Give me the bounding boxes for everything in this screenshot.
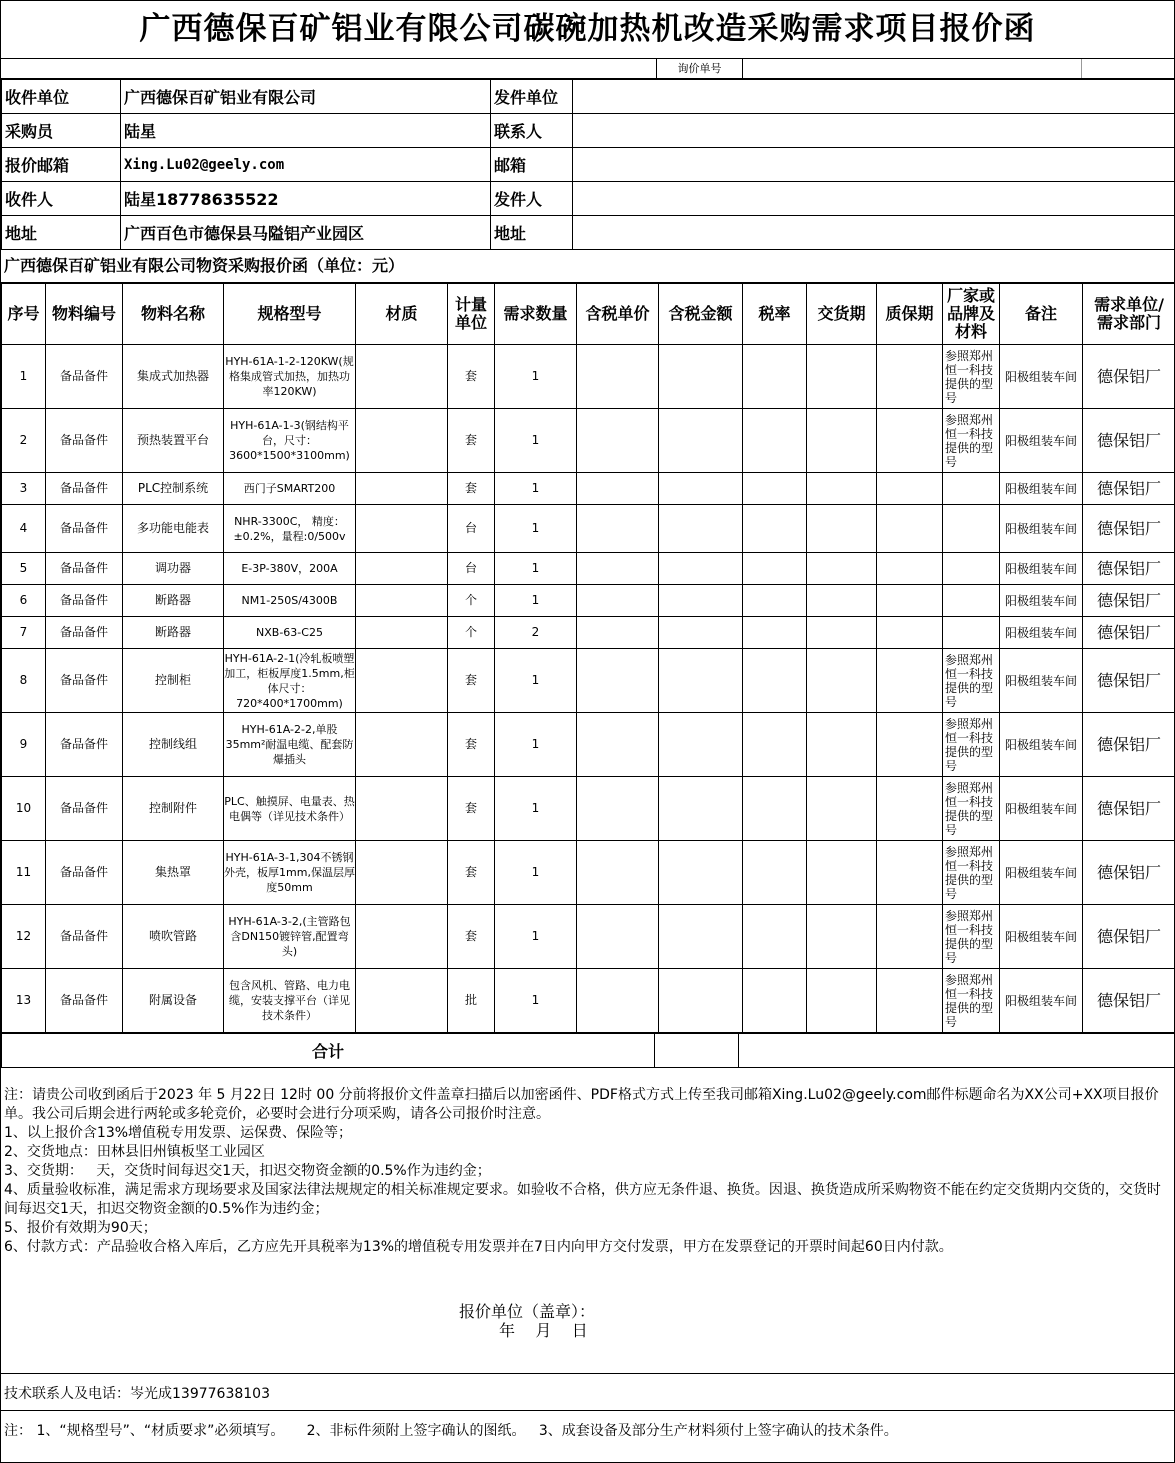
tax-rate-cell[interactable] [743, 777, 807, 841]
amount-cell[interactable] [659, 841, 743, 905]
material-name: 集热罩 [123, 841, 224, 905]
buyer-label: 采购员 [2, 114, 121, 148]
brand [943, 505, 1000, 553]
remark: 阳极组装车间 [1000, 409, 1083, 473]
remark: 阳极组装车间 [1000, 345, 1083, 409]
spec-model: HYH-61A-3-2,(主管路包含DN150镀锌管,配置弯头) [224, 905, 356, 969]
unit: 套 [448, 841, 495, 905]
sender-label: 发件人 [491, 182, 573, 216]
unit: 套 [448, 473, 495, 505]
sender-unit-label: 发件单位 [491, 80, 573, 114]
remark: 阳极组装车间 [1000, 473, 1083, 505]
material-name: 喷吹管路 [123, 905, 224, 969]
unit-price-cell[interactable] [577, 409, 659, 473]
delivery-cell[interactable] [807, 969, 877, 1033]
brand: 参照郑州恒一科技提供的型号 [943, 345, 1000, 409]
row-number: 13 [2, 969, 46, 1033]
unit: 套 [448, 649, 495, 713]
material-code: 备品备件 [46, 777, 123, 841]
material-cell[interactable] [356, 409, 448, 473]
row-number: 11 [2, 841, 46, 905]
material-code: 备品备件 [46, 505, 123, 553]
tax-rate-cell[interactable] [743, 617, 807, 649]
row-number: 4 [2, 505, 46, 553]
recipient-label: 收件人 [2, 182, 121, 216]
material-name: PLC控制系统 [123, 473, 224, 505]
sender-value[interactable] [573, 182, 1175, 216]
column-header: 备注 [1000, 284, 1083, 345]
quantity: 1 [495, 649, 577, 713]
department: 德保铝厂 [1083, 505, 1175, 553]
column-header: 交货期 [807, 284, 877, 345]
warranty-cell[interactable] [877, 345, 943, 409]
table-subtitle: 广西德保百矿铝业有限公司物资采购报价函（单位：元） [1, 250, 1174, 283]
tax-rate-cell[interactable] [743, 345, 807, 409]
table-row [2, 713, 1175, 777]
sender-address-label: 地址 [491, 216, 573, 250]
contact-label: 联系人 [491, 114, 573, 148]
department: 德保铝厂 [1083, 553, 1175, 585]
material-code: 备品备件 [46, 585, 123, 617]
material-name: 断路器 [123, 585, 224, 617]
unit-price-cell[interactable] [577, 905, 659, 969]
tax-rate-cell[interactable] [743, 969, 807, 1033]
quantity: 1 [495, 905, 577, 969]
remark: 阳极组装车间 [1000, 713, 1083, 777]
spec-model: E-3P-380V，200A [224, 553, 356, 585]
inquiry-number-cell[interactable] [1081, 59, 1082, 78]
spec-model: NHR-3300C， 精度：±0.2%，量程:0/500v [224, 505, 356, 553]
tech-contact: 技术联系人及电话：岑光成13977638103 [1, 1374, 1174, 1411]
tax-rate-cell[interactable] [743, 713, 807, 777]
signature-block [459, 1302, 595, 1340]
quote-email-value[interactable]: Xing.Lu02@geely.com [121, 148, 491, 182]
warranty-cell[interactable] [877, 409, 943, 473]
amount-cell[interactable] [659, 905, 743, 969]
material-cell[interactable] [356, 473, 448, 505]
column-header: 需求单位/ 需求部门 [1083, 284, 1175, 345]
material-code: 备品备件 [46, 905, 123, 969]
tax-rate-cell[interactable] [743, 649, 807, 713]
note-2: 2、交货地点：田林县旧州镇板坚工业园区 [4, 1144, 265, 1160]
unit: 套 [448, 777, 495, 841]
page-title: 广西德保百矿铝业有限公司碳碗加热机改造采购需求项目报价函 [1, 1, 1174, 59]
quantity: 1 [495, 713, 577, 777]
amount-cell[interactable] [659, 585, 743, 617]
warranty-cell[interactable] [877, 617, 943, 649]
brand [943, 585, 1000, 617]
delivery-cell[interactable] [807, 617, 877, 649]
material-code: 备品备件 [46, 713, 123, 777]
address-label: 地址 [2, 216, 121, 250]
unit-price-cell[interactable] [577, 585, 659, 617]
table-row [2, 649, 1175, 713]
table-row [2, 777, 1175, 841]
material-name: 附属设备 [123, 969, 224, 1033]
note-3: 3、交货期： 天，交货时间每迟交1天，扣迟交物资金额的0.5%作为违约金； [4, 1163, 491, 1179]
material-cell[interactable] [356, 905, 448, 969]
signature-label: 报价单位（盖章）： [459, 1302, 596, 1321]
quote-email-label: 报价邮箱 [2, 148, 121, 182]
warranty-cell[interactable] [877, 473, 943, 505]
inquiry-number-row [1, 59, 1174, 79]
amount-cell[interactable] [659, 473, 743, 505]
spec-model: HYH-61A-2-1(冷轧板喷塑加工，柜板厚度1.5mm,柜体尺寸：720*400*1700mm) [224, 649, 356, 713]
row-number: 3 [2, 473, 46, 505]
unit-price-cell[interactable] [577, 649, 659, 713]
unit-price-cell[interactable] [577, 345, 659, 409]
remark: 阳极组装车间 [1000, 777, 1083, 841]
note-4: 4、质量验收标准，满足需求方现场要求及国家法律法规规定的相关标准规定要求。如验收不合格，供方应无条件退、换货。因退、换货造成所采购物资不能在约定交货期内交货的，交货时间每迟交1天，扣迟交物资金额的0.5%作为违约金； [4, 1182, 1161, 1217]
warranty-cell[interactable] [877, 585, 943, 617]
quantity: 1 [495, 777, 577, 841]
material-name: 控制线组 [123, 713, 224, 777]
column-header: 需求数量 [495, 284, 577, 345]
note-main: 注：请贵公司收到函后于2023 年 5 月22日 12时 00 分前将报价文件盖章扫描后以加密函件、PDF格式方式上传至我司邮箱Xing.Lu02@geely.com邮件标题命名为XX公司+XX项目报价单。我公司后期会进行两轮或多轮竞价，必要时会进行分项采购，请各公司报价时注意。 [4, 1087, 1159, 1122]
signature-date: 年 月 日 [499, 1321, 588, 1340]
sender-unit-value[interactable] [573, 80, 1175, 114]
quantity: 1 [495, 553, 577, 585]
amount-cell[interactable] [659, 505, 743, 553]
email-value[interactable] [573, 148, 1175, 182]
material-cell[interactable] [356, 617, 448, 649]
department: 德保铝厂 [1083, 473, 1175, 505]
brand [943, 553, 1000, 585]
total-amount-cell[interactable] [655, 1034, 739, 1068]
column-header: 厂家或 品牌及 材料 [943, 284, 1000, 345]
address-value[interactable]: 广西百色市德保县马隘铝产业园区 [121, 216, 491, 250]
quantity: 1 [495, 345, 577, 409]
row-number: 7 [2, 617, 46, 649]
remark: 阳极组装车间 [1000, 585, 1083, 617]
material-code: 备品备件 [46, 841, 123, 905]
amount-cell[interactable] [659, 713, 743, 777]
material-code: 备品备件 [46, 409, 123, 473]
row-number: 8 [2, 649, 46, 713]
contact-value[interactable] [573, 114, 1175, 148]
delivery-cell[interactable] [807, 409, 877, 473]
department: 德保铝厂 [1083, 969, 1175, 1033]
unit-price-cell[interactable] [577, 473, 659, 505]
remark: 阳极组装车间 [1000, 969, 1083, 1033]
brand: 参照郑州恒一科技提供的型号 [943, 969, 1000, 1033]
unit: 台 [448, 505, 495, 553]
material-code: 备品备件 [46, 617, 123, 649]
material-name: 预热装置平台 [123, 409, 224, 473]
note-1: 1、以上报价含13%增值税专用发票、运保费、保险等； [4, 1125, 353, 1141]
warranty-cell[interactable] [877, 969, 943, 1033]
department: 德保铝厂 [1083, 409, 1175, 473]
table-row [2, 345, 1175, 409]
table-row [2, 505, 1175, 553]
amount-cell[interactable] [659, 345, 743, 409]
unit-price-cell[interactable] [577, 505, 659, 553]
unit-price-cell[interactable] [577, 617, 659, 649]
warranty-cell[interactable] [877, 713, 943, 777]
material-name: 集成式加热器 [123, 345, 224, 409]
unit: 个 [448, 585, 495, 617]
department: 德保铝厂 [1083, 841, 1175, 905]
column-header: 物料编号 [46, 284, 123, 345]
unit-price-cell[interactable] [577, 841, 659, 905]
column-header: 材质 [356, 284, 448, 345]
quantity: 1 [495, 473, 577, 505]
material-name: 调功器 [123, 553, 224, 585]
warranty-cell[interactable] [877, 649, 943, 713]
brand: 参照郑州恒一科技提供的型号 [943, 777, 1000, 841]
info-table [1, 79, 1175, 250]
department: 德保铝厂 [1083, 585, 1175, 617]
quantity: 1 [495, 505, 577, 553]
delivery-cell[interactable] [807, 553, 877, 585]
total-blank-cell [739, 1034, 1175, 1068]
table-row [2, 553, 1175, 585]
material-code: 备品备件 [46, 345, 123, 409]
tax-rate-cell[interactable] [743, 473, 807, 505]
spec-model: NM1-250S/4300B [224, 585, 356, 617]
amount-cell[interactable] [659, 777, 743, 841]
receiver-unit-value[interactable]: 广西德保百矿铝业有限公司 [121, 80, 491, 114]
material-cell[interactable] [356, 585, 448, 617]
material-cell[interactable] [356, 713, 448, 777]
remark: 阳极组装车间 [1000, 841, 1083, 905]
table-row [2, 409, 1175, 473]
material-code: 备品备件 [46, 473, 123, 505]
remark: 阳极组装车间 [1000, 649, 1083, 713]
buyer-value[interactable]: 陆星 [121, 114, 491, 148]
quantity: 1 [495, 585, 577, 617]
material-name: 控制柜 [123, 649, 224, 713]
delivery-cell[interactable] [807, 649, 877, 713]
warranty-cell[interactable] [877, 841, 943, 905]
row-number: 1 [2, 345, 46, 409]
remark: 阳极组装车间 [1000, 905, 1083, 969]
unit: 台 [448, 553, 495, 585]
material-code: 备品备件 [46, 969, 123, 1033]
tax-rate-cell[interactable] [743, 553, 807, 585]
table-row [2, 905, 1175, 969]
department: 德保铝厂 [1083, 713, 1175, 777]
spec-model: 包含风机、管路、电力电缆，安装支撑平台（详见技术条件） [224, 969, 356, 1033]
delivery-cell[interactable] [807, 777, 877, 841]
quantity: 2 [495, 617, 577, 649]
tax-rate-cell[interactable] [743, 585, 807, 617]
email-label: 邮箱 [491, 148, 573, 182]
tax-rate-cell[interactable] [743, 905, 807, 969]
warranty-cell[interactable] [877, 505, 943, 553]
remark: 阳极组装车间 [1000, 553, 1083, 585]
footer-note: 注： 1、“规格型号”、“材质要求”必须填写。 2、非标件须附上签字确认的图纸。 3、成套设备及部分生产材料须付上签字确认的技术条件。 [4, 1423, 898, 1439]
unit: 批 [448, 969, 495, 1033]
amount-cell[interactable] [659, 553, 743, 585]
unit: 套 [448, 905, 495, 969]
material-cell[interactable] [356, 777, 448, 841]
warranty-cell[interactable] [877, 553, 943, 585]
column-header: 规格型号 [224, 284, 356, 345]
spec-model: HYH-61A-2-2,单股35mm²耐温电缆、配套防爆插头 [224, 713, 356, 777]
amount-cell[interactable] [659, 649, 743, 713]
spec-model: HYH-61A-3-1,304不锈钢外壳，板厚1mm,保温层厚度50mm [224, 841, 356, 905]
table-row [2, 585, 1175, 617]
brand: 参照郑州恒一科技提供的型号 [943, 905, 1000, 969]
quantity: 1 [495, 841, 577, 905]
delivery-cell[interactable] [807, 841, 877, 905]
sender-address-value[interactable] [573, 216, 1175, 250]
spec-model: HYH-61A-1-3(钢结构平台，尺寸：3600*1500*3100mm) [224, 409, 356, 473]
material-name: 控制附件 [123, 777, 224, 841]
brand: 参照郑州恒一科技提供的型号 [943, 649, 1000, 713]
spec-model: HYH-61A-1-2-120KW(规格集成管式加热，加热功率120KW) [224, 345, 356, 409]
department: 德保铝厂 [1083, 905, 1175, 969]
row-number: 6 [2, 585, 46, 617]
amount-cell[interactable] [659, 969, 743, 1033]
tax-rate-cell[interactable] [743, 409, 807, 473]
unit-price-cell[interactable] [577, 969, 659, 1033]
material-code: 备品备件 [46, 649, 123, 713]
department: 德保铝厂 [1083, 649, 1175, 713]
amount-cell[interactable] [659, 617, 743, 649]
material-code: 备品备件 [46, 553, 123, 585]
remark: 阳极组装车间 [1000, 617, 1083, 649]
items-table [1, 283, 1175, 1033]
unit: 套 [448, 713, 495, 777]
brand: 参照郑州恒一科技提供的型号 [943, 713, 1000, 777]
unit-price-cell[interactable] [577, 777, 659, 841]
unit-price-cell[interactable] [577, 553, 659, 585]
material-cell[interactable] [356, 345, 448, 409]
spec-model: 西门子SMART200 [224, 473, 356, 505]
department: 德保铝厂 [1083, 617, 1175, 649]
material-cell[interactable] [356, 553, 448, 585]
remark: 阳极组装车间 [1000, 505, 1083, 553]
spec-model: PLC、触摸屏、电量表、热电偶等（详见技术条件） [224, 777, 356, 841]
row-number: 9 [2, 713, 46, 777]
table-header-row [2, 284, 1175, 345]
note-6: 6、付款方式：产品验收合格入库后，乙方应先开具税率为13%的增值税专用发票并在7日内向甲方交付发票，甲方在发票登记的开票时间起60日内付款。 [4, 1239, 953, 1255]
amount-cell[interactable] [659, 409, 743, 473]
material-name: 多功能电能表 [123, 505, 224, 553]
note-5: 5、报价有效期为90天； [4, 1220, 157, 1236]
column-header: 序号 [2, 284, 46, 345]
unit: 个 [448, 617, 495, 649]
column-header: 含税单价 [577, 284, 659, 345]
material-cell[interactable] [356, 841, 448, 905]
notes-section [1, 1068, 1174, 1374]
table-row [2, 841, 1175, 905]
quantity: 1 [495, 409, 577, 473]
row-number: 10 [2, 777, 46, 841]
department: 德保铝厂 [1083, 345, 1175, 409]
row-number: 5 [2, 553, 46, 585]
delivery-cell[interactable] [807, 505, 877, 553]
unit: 套 [448, 345, 495, 409]
table-row [2, 969, 1175, 1033]
total-table [1, 1033, 1175, 1068]
table-row [2, 617, 1175, 649]
brand: 参照郑州恒一科技提供的型号 [943, 409, 1000, 473]
warranty-cell[interactable] [877, 777, 943, 841]
material-cell[interactable] [356, 505, 448, 553]
delivery-cell[interactable] [807, 473, 877, 505]
unit-price-cell[interactable] [577, 713, 659, 777]
table-row [2, 473, 1175, 505]
unit: 套 [448, 409, 495, 473]
total-label: 合计 [2, 1034, 655, 1068]
row-number: 2 [2, 409, 46, 473]
column-header: 含税金额 [659, 284, 743, 345]
material-cell[interactable] [356, 649, 448, 713]
material-cell[interactable] [356, 969, 448, 1033]
brand: 参照郑州恒一科技提供的型号 [943, 841, 1000, 905]
column-header: 计量 单位 [448, 284, 495, 345]
delivery-cell[interactable] [807, 905, 877, 969]
column-header: 质保期 [877, 284, 943, 345]
material-name: 断路器 [123, 617, 224, 649]
brand [943, 617, 1000, 649]
inquiry-number-label: 询价单号 [656, 59, 743, 78]
recipient-value[interactable]: 陆星18778635522 [121, 182, 491, 216]
tax-rate-cell[interactable] [743, 841, 807, 905]
column-header: 物料名称 [123, 284, 224, 345]
tax-rate-cell[interactable] [743, 505, 807, 553]
warranty-cell[interactable] [877, 905, 943, 969]
delivery-cell[interactable] [807, 345, 877, 409]
row-number: 12 [2, 905, 46, 969]
receiver-unit-label: 收件单位 [2, 80, 121, 114]
delivery-cell[interactable] [807, 585, 877, 617]
quantity: 1 [495, 969, 577, 1033]
spec-model: NXB-63-C25 [224, 617, 356, 649]
column-header: 税率 [743, 284, 807, 345]
delivery-cell[interactable] [807, 713, 877, 777]
brand [943, 473, 1000, 505]
department: 德保铝厂 [1083, 777, 1175, 841]
